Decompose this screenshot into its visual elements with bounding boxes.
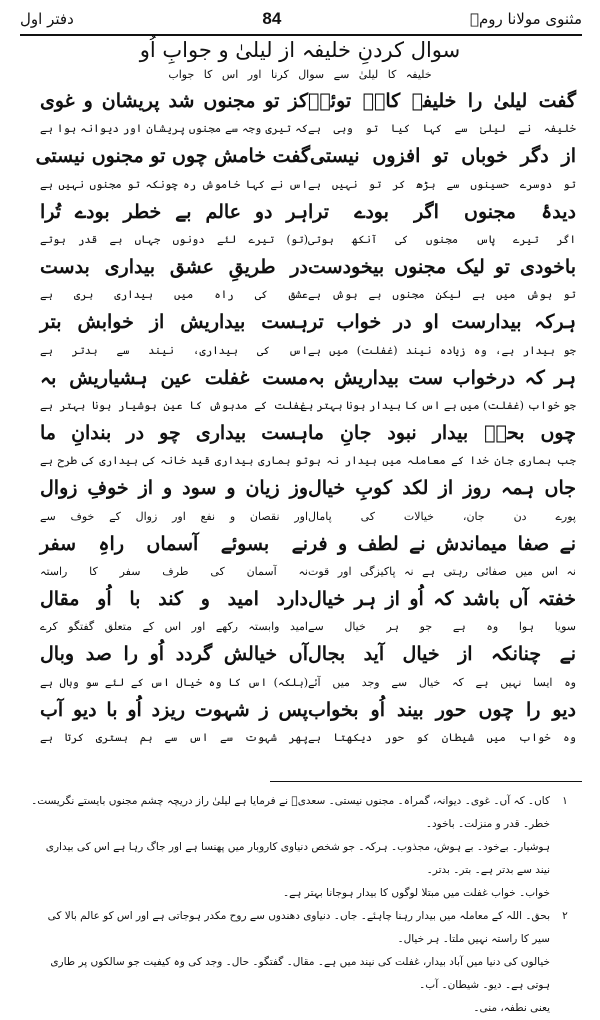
verse-line xyxy=(40,365,576,392)
second-hemistich: (تو) تیرے لئے دونوں جہاں بے قدر ہوتے xyxy=(40,232,308,246)
verse-line xyxy=(40,697,576,724)
second-hemistich: پھر شہوت سے اس سے ہم بستری کرتا ہے xyxy=(40,730,308,744)
verse-line xyxy=(40,420,576,447)
second-hemistich: در طریقِ عشق بیداری بدست xyxy=(40,256,308,279)
second-hemistich: نہ آسمان کی طرف سفر کا راستہ xyxy=(40,564,308,578)
translation-line xyxy=(40,617,576,637)
translation-line xyxy=(40,341,576,361)
second-hemistich: وز زیان و سود و از خوفِ زوال xyxy=(40,477,308,500)
footnote-text: خیالوں کی دنیا میں آباد بیدار، غفلت کی نیند میں ہے۔ مقال۔ گفتگو۔ حال۔ وجد کی وہ کیفیت جو سالکوں پر طاری ہوتی ہے۔ دیو۔ شیطان۔ آب۔ xyxy=(50,956,550,991)
translation-line xyxy=(40,175,576,195)
first-hemistich: ہرکہ بیدارست او در خواب تر xyxy=(308,311,576,334)
first-hemistich: خفتہ آں باشد کہ اُو از ہر خیال xyxy=(308,588,576,611)
second-hemistich: (بلکہ) اس کا وہ خیال اس کے لئے سو وبال ہے xyxy=(40,675,308,689)
footnote-line xyxy=(30,997,580,1020)
first-hemistich: گفت لیلیٰ را خلیفہ کاںؔ توئیؔ xyxy=(308,90,576,112)
verse-line xyxy=(40,199,576,226)
second-hemistich: گفت خامش چوں تو مجنوں نیستی xyxy=(35,145,310,168)
first-hemistich: نے چنانکہ از خیال آید بجال xyxy=(308,643,576,666)
verse-line xyxy=(40,586,576,613)
second-hemistich: اس نے کہا خاموش رہ چونکہ تو مجنوں نہیں ہے xyxy=(40,177,308,191)
first-hemistich: دیدۂ مجنوں اگر بودے ترا xyxy=(308,200,576,223)
footnote-number: ۱ xyxy=(562,795,568,807)
first-hemistich: از دگر خوباں تو افزوں نیستی xyxy=(310,145,576,168)
second-hemistich: مست غفلت عین ہشیاریش بہ xyxy=(40,366,308,389)
translation-line xyxy=(40,285,576,305)
second-hemistich: اس کی بیداری، نیند سے بدتر ہے xyxy=(40,343,308,357)
verse-line xyxy=(40,309,576,336)
footnote-number xyxy=(550,951,580,997)
second-hemistich: امید وابستہ رکھے اور اس کے متعلق گفتگو کرے xyxy=(40,620,308,634)
second-hemistich: عشق کی راہ میں بیداری بری ہے xyxy=(40,288,308,302)
verse-line xyxy=(40,254,576,281)
footnote-line xyxy=(30,882,580,905)
couplets-body xyxy=(35,88,576,748)
second-hemistich: پس ز شہوت ریزد اُو با دیو آب xyxy=(40,698,308,721)
footnote-line xyxy=(30,951,580,997)
first-hemistich: نہ اس میں صفائی رہتی ہے نہ پاکیزگی اور قوت xyxy=(308,564,576,578)
verse-line xyxy=(40,531,576,558)
first-hemistich: جب ہماری جان خدا کے معاملہ میں بیدار نہ ہو xyxy=(308,454,576,468)
first-hemistich: پورے دن جان، خیالات کی پامال xyxy=(308,509,576,523)
footnote-text: ہوشیار۔ بےخود۔ بے ہوش، مجذوب۔ ہرکہ۔ جو شخص دنیاوی کاروبار میں پھنسا ہے اور جاگ رہا ہے اس کی بیداری نیند سے بدتر ہے۔ بتر۔ بدتر۔ xyxy=(45,841,550,876)
second-hemistich: غفلت کے مدہوش کا عین ہوشیار ہونا بہتر ہے xyxy=(40,398,306,412)
footnote-rule xyxy=(270,781,582,782)
first-hemistich: تو ہوش میں ہے لیکن مجنوں بے ہوش ہے xyxy=(308,288,576,302)
second-hemistich: ہست بیداری چو در بندانِ ما xyxy=(40,422,308,445)
translation-line xyxy=(40,507,576,527)
section-title: سوال کردنِ خلیفہ از لیلیٰ و جوابِ اُو xyxy=(139,38,461,62)
footnotes xyxy=(30,790,580,1020)
verse-line xyxy=(35,143,576,170)
verse-line xyxy=(40,475,576,502)
first-hemistich: وہ ایسا نہیں ہے کہ خیال سے وجد میں آئے xyxy=(308,675,576,689)
footnote-line xyxy=(30,790,580,836)
first-hemistich: خلیفہ نے لیلیٰ سے کہا کیا تو وہی ہے xyxy=(308,122,576,136)
translation-line xyxy=(40,673,576,693)
verse-line xyxy=(40,641,576,668)
first-hemistich: باخودی تو لیک مجنوں بیخودست xyxy=(308,256,576,279)
second-hemistich: ہست بیداریش از خوابش بتر xyxy=(40,311,308,334)
page-header xyxy=(20,6,582,32)
first-hemistich: تو دوسرے حسینوں سے بڑھ کر تو نہیں ہے xyxy=(308,177,576,191)
translation-line xyxy=(40,396,576,416)
first-hemistich: وہ خواب میں شیطان کو حور دیکھتا ہے xyxy=(308,730,576,744)
first-hemistich: سویا ہوا وہ ہے جو ہر خیال سے xyxy=(308,620,576,634)
translation-line xyxy=(40,119,576,139)
second-hemistich: کز تو مجنوں شد پریشان و غوی xyxy=(40,90,308,112)
page-number: 84 xyxy=(262,9,282,28)
first-hemistich: جو بیدار ہے، وہ زیادہ نیند (غفلت) میں ہے xyxy=(308,343,576,357)
footnote-line xyxy=(30,905,580,951)
footnote-number xyxy=(550,997,580,1020)
footnote-text: یعنی نطفہ، منی۔ xyxy=(473,1002,550,1014)
first-hemistich: نے صفا میماندش نے لطف و فر xyxy=(308,532,576,555)
second-hemistich: ہر دو عالم بے خطر بودے تُرا xyxy=(40,200,308,223)
footnote-text: بحق۔ اللہ کے معاملہ میں بیدار رہنا چاہئے۔ جاں۔ دنیاوی دھندوں سے روح مکدر ہوجاتی ہے اور اس کو عالم بالا کی سیر کا راستہ نہیں ملتا۔ ہر خیال۔ xyxy=(47,910,550,945)
second-hemistich: اور نقصان و نفع اور زوال کے خوف سے xyxy=(40,509,308,523)
translation-line xyxy=(40,230,576,250)
footnote-text: کاں۔ کہ آں۔ غوی۔ دیوانہ، گمراہ۔ مجنوں نیستی۔ سعدیؒ نے فرمایا ہے لیلیٰ راز دریچہ چشم مجنوں بایستے نگریست۔ خطر۔ قدر و منزلت۔ باخود۔ xyxy=(31,795,550,830)
second-hemistich: نے بسوئے آسماں راہِ سفر xyxy=(40,532,308,555)
translation-line xyxy=(40,562,576,582)
first-hemistich: چوں بحقؔ بیدار نبود جانِ ما xyxy=(308,422,576,445)
volume-label: دفتر اول xyxy=(20,10,74,28)
first-hemistich: اگر تیرے پاس مجنوں کی آنکھ ہوتی xyxy=(308,232,576,246)
section-subtitle: خلیفہ کا لیلیٰ سے سوال کرنا اور اس کا جواب xyxy=(168,68,432,81)
footnote-line xyxy=(30,836,580,882)
footnote-number xyxy=(550,836,580,882)
footnote-number xyxy=(550,882,580,905)
second-hemistich: دارد امید و کند با اُو مقال xyxy=(40,588,308,611)
verse-line xyxy=(40,88,576,115)
header-rule xyxy=(20,34,582,36)
footnote-number: ۲ xyxy=(562,910,568,922)
translation-line xyxy=(40,451,576,471)
first-hemistich: ہر کہ درخواب ست بیداریش بہ xyxy=(308,366,576,389)
second-hemistich: آں خیالش گردد اُو را صد وبال xyxy=(40,643,308,666)
second-hemistich: تو ہماری بیداری قید خانہ کی بیداری کی طرح ہے xyxy=(40,454,308,468)
second-hemistich: کہ تیری وجہ سے مجنوں پریشان اور دیوانہ ہوا ہے xyxy=(40,122,308,136)
first-hemistich: جو خواب (غفلت) میں ہے اس کا بیدار ہونا بہتر ہے xyxy=(300,398,576,412)
first-hemistich: دیو را چوں حور بیند اُو بخواب xyxy=(308,698,576,721)
footnote-text: خواب۔ خواب غفلت میں مبتلا لوگوں کا بیدار ہوجانا بہتر ہے۔ xyxy=(283,887,550,899)
translation-line xyxy=(40,728,576,748)
book-title: مثنوی مولانا رومؒ xyxy=(470,10,582,28)
first-hemistich: جاں ہمہ روز از لکد کوبِ خیال xyxy=(308,477,576,500)
